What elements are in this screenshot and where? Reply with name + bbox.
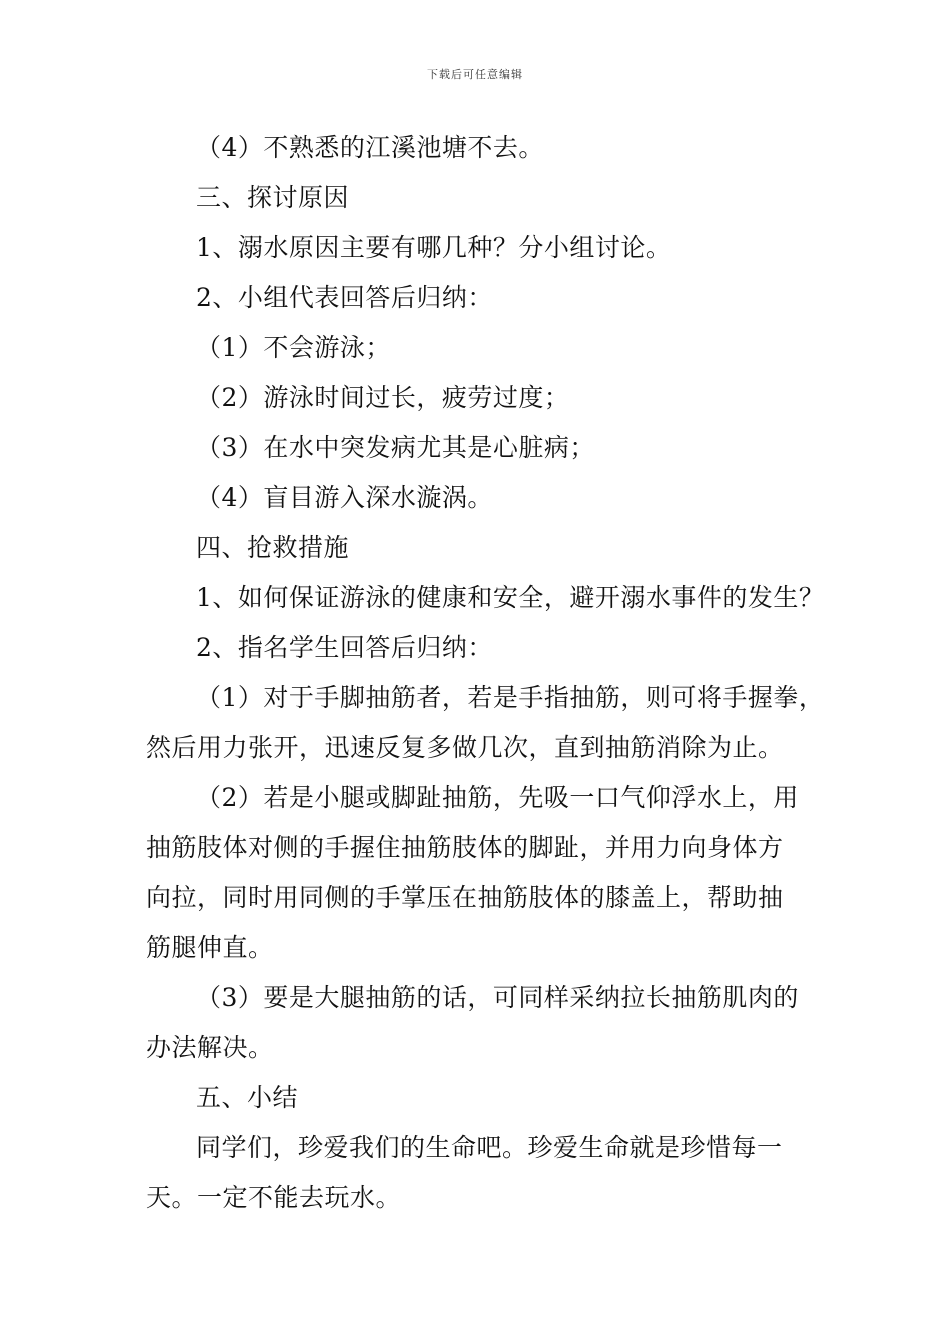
paragraph-line: 办法解决。 xyxy=(146,1033,274,1062)
text-line: 2、小组代表回答后归纳： xyxy=(196,283,493,312)
text-line: 2、指名学生回答后归纳： xyxy=(196,633,493,662)
section-heading: 三、探讨原因 xyxy=(196,183,350,212)
paragraph-line: 然后用力张开，迅速反复多做几次，直到抽筋消除为止。 xyxy=(146,733,784,762)
text-line: （4）不熟悉的江溪池塘不去。 xyxy=(196,133,544,162)
paragraph-line: 天。一定不能去玩水。 xyxy=(146,1183,402,1212)
list-item: （4）盲目游入深水漩涡。 xyxy=(196,483,493,512)
paragraph-line: 抽筋肢体对侧的手握住抽筋肢体的脚趾，并用力向身体方 xyxy=(146,833,784,862)
list-item: （3）在水中突发病尤其是心脏病； xyxy=(196,433,595,462)
paragraph-line: 同学们，珍爱我们的生命吧。珍爱生命就是珍惜每一 xyxy=(196,1133,783,1162)
page-header-note: 下载后可任意编辑 xyxy=(427,68,523,81)
paragraph-line: 向拉，同时用同侧的手掌压在抽筋肢体的膝盖上，帮助抽 xyxy=(146,883,784,912)
paragraph-line: （1）对于手脚抽筋者，若是手指抽筋，则可将手握拳， xyxy=(196,683,825,712)
paragraph-line: （2）若是小腿或脚趾抽筋，先吸一口气仰浮水上，用 xyxy=(196,783,799,812)
text-line: 1、如何保证游泳的健康和安全，避开溺水事件的发生？ xyxy=(196,583,825,612)
section-heading: 四、抢救措施 xyxy=(196,533,350,562)
paragraph-line: 筋腿伸直。 xyxy=(146,933,274,962)
list-item: （2）游泳时间过长，疲劳过度； xyxy=(196,383,570,412)
section-heading: 五、小结 xyxy=(196,1083,299,1112)
list-item: （1）不会游泳； xyxy=(196,333,391,362)
text-line: 1、溺水原因主要有哪几种？分小组讨论。 xyxy=(196,233,672,262)
paragraph-line: （3）要是大腿抽筋的话，可同样采纳拉长抽筋肌肉的 xyxy=(196,983,799,1012)
